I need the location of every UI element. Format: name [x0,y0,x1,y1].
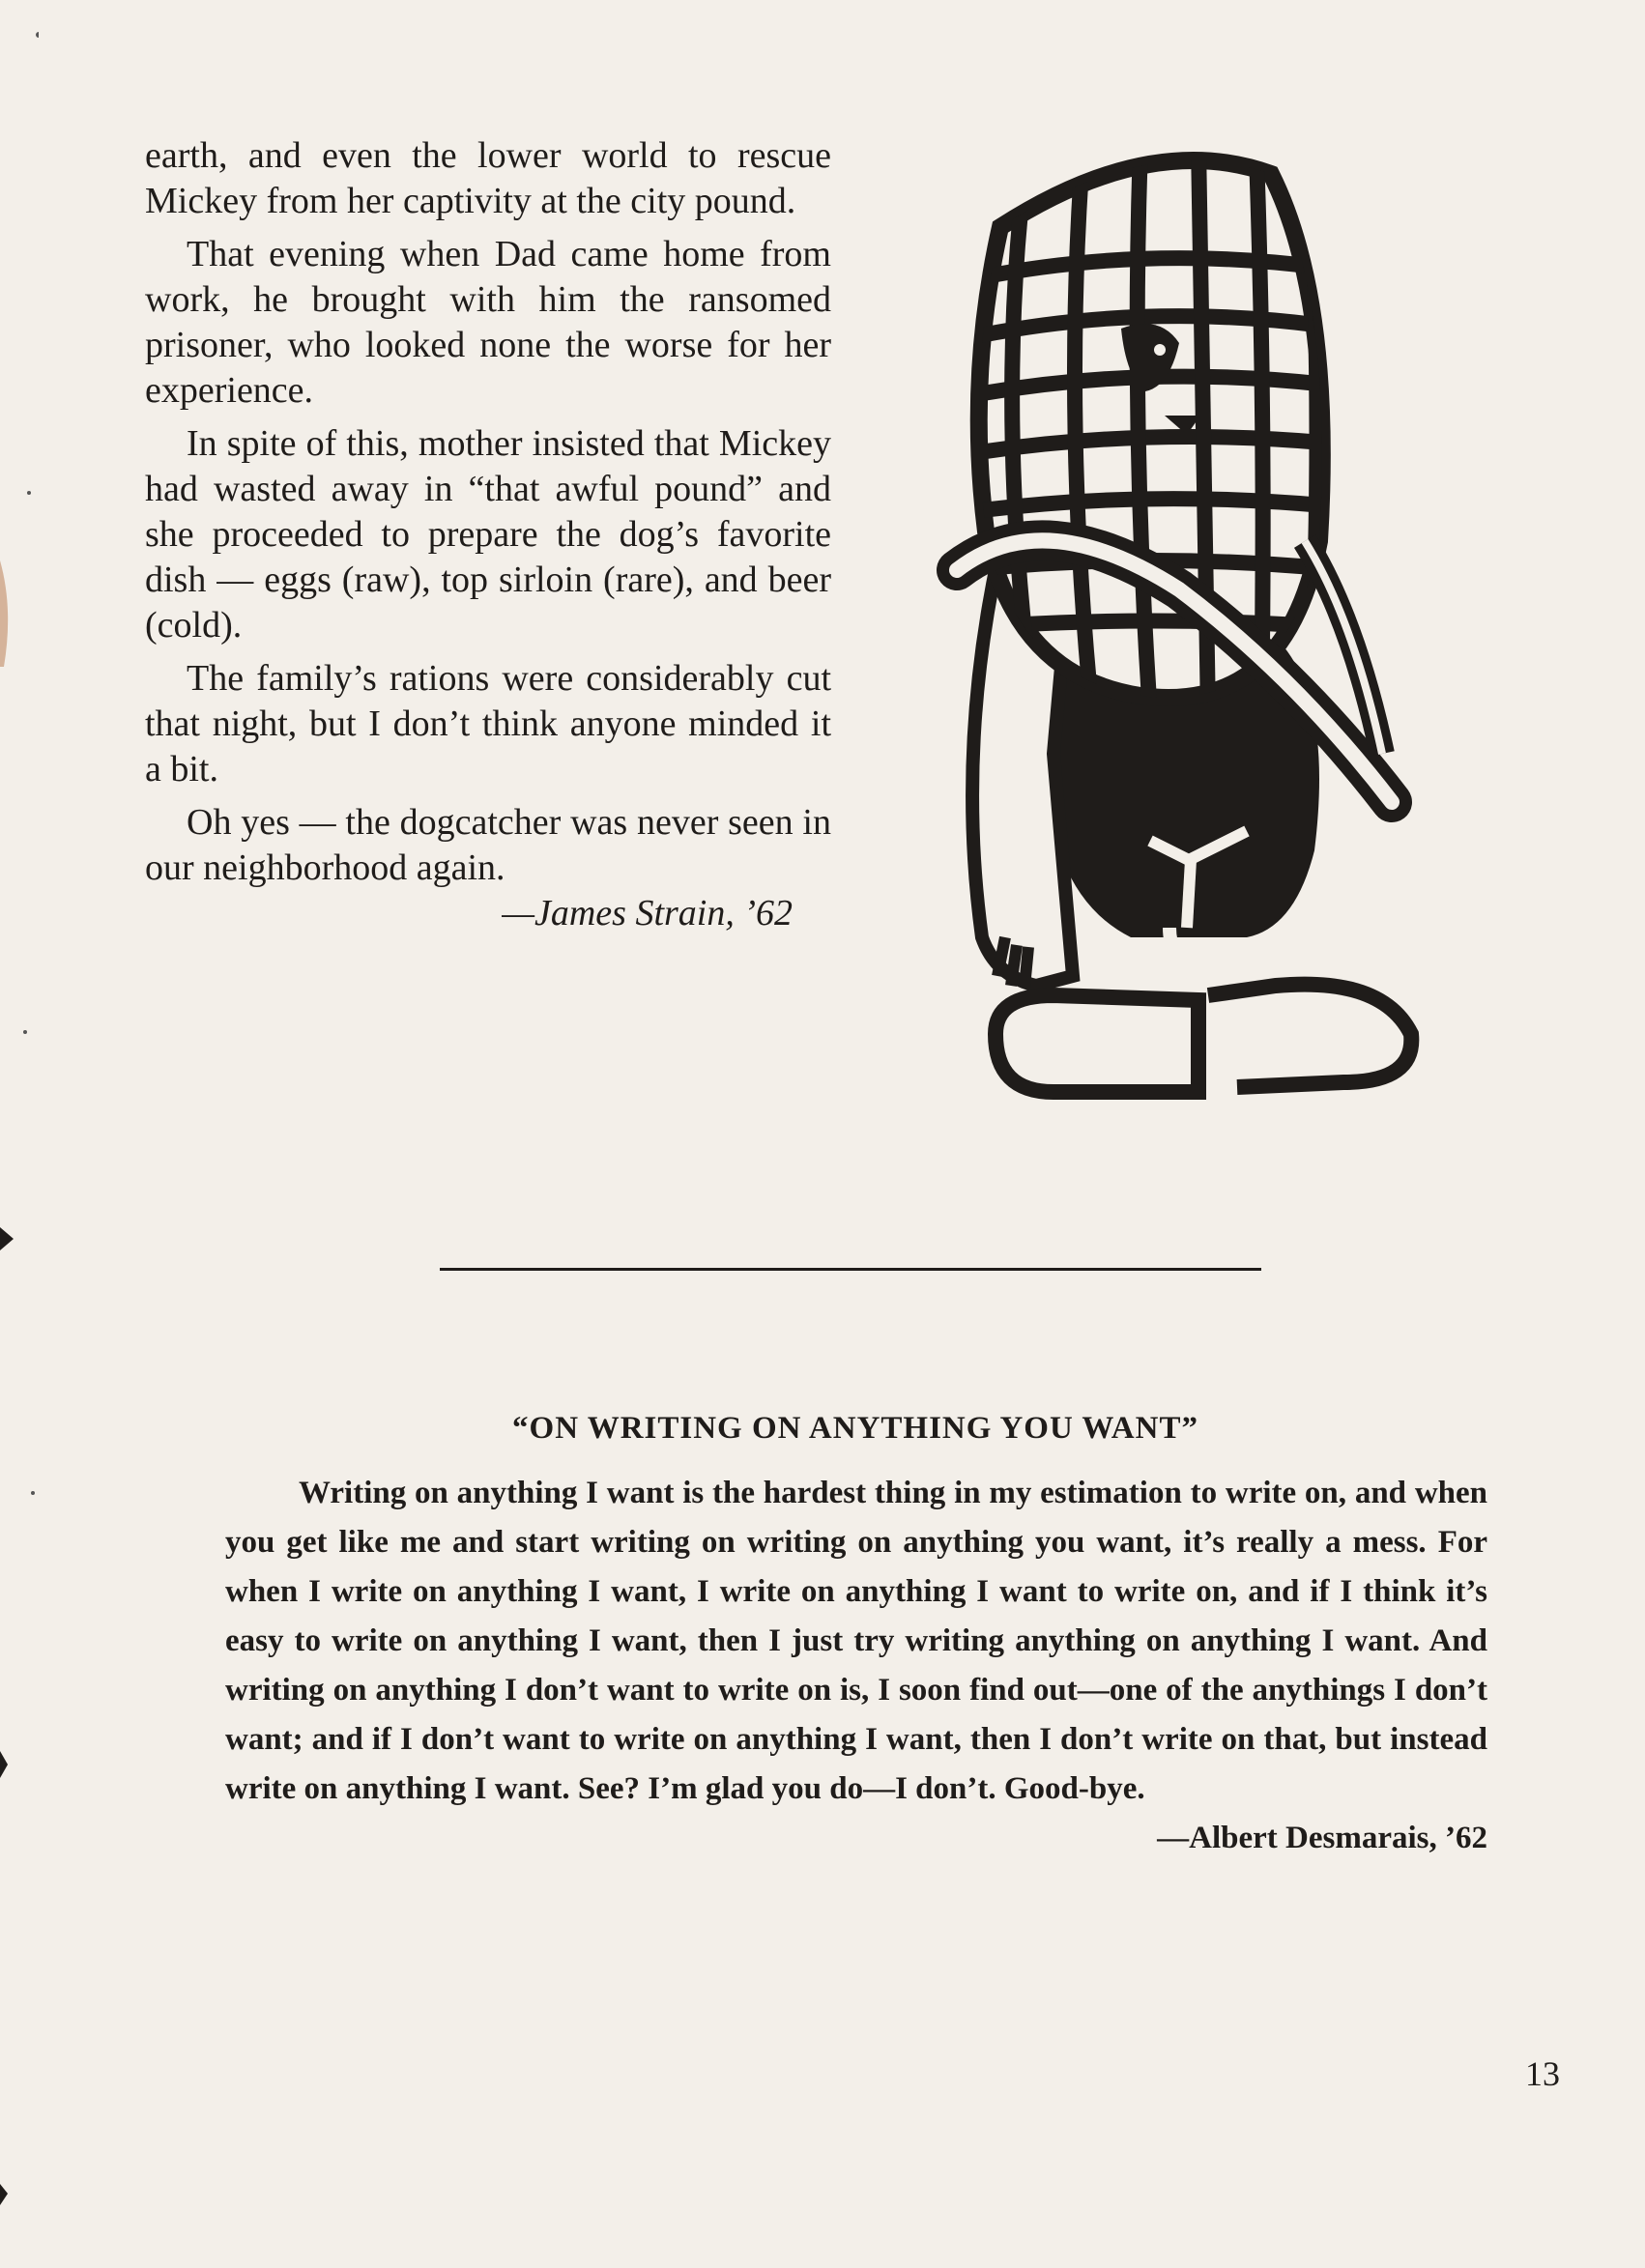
binding-marks [0,0,39,2268]
story-paragraph: Oh yes — the dogcatcher was never seen in our neighborhood again. [145,802,831,888]
essay-body: Writing on anything I want is the hardest thing in my estimation to write on, and when you get like me and start writing on writing on anything you want, it’s really a mess. For when I write on anything I want, I write on anything I want to write on, and if I think it’s easy to write on anything I want, then I just try writing anything on anything I want. And writing on anything I don’t want to write on is, I soon find out—one of the anythings I don’t want; and if I don’t want to write on anything I want, then I don’t write on that, but instead write on anything I want. See? I’m glad you do—I don’t. Good-bye. [225,1476,1487,1806]
story-paragraph: The family’s rations were considerably cut that night, but I don’t think anyone minded it a bit. [145,658,831,789]
story-text [145,133,831,936]
page-number: 13 [1525,2054,1560,2093]
story-paragraph: That evening when Dad came home from work, he brought with him the ransomed prisoner, who looked none the worse for her experience. [145,234,831,411]
story-paragraph: In spite of this, mother insisted that Mickey had wasted away in “that awful pound” and she proceeded to prepare the dog’s favorite dish — eggs (raw), top sirloin (rare), and beer (cold). [145,423,831,646]
story-paragraph: earth, and even the lower world to rescue Mickey from her captivity at the city pound. [145,135,831,221]
essay-text [225,1469,1487,1863]
story-signature: —James Strain, ’62 [502,893,793,933]
dogcatcher-in-net-woodcut-icon [928,135,1508,1121]
essay-title: “ON WRITING ON ANYTHING YOU WANT” [512,1411,1198,1446]
section-divider [440,1268,1261,1271]
essay-signature: —Albert Desmarais, ’62 [1157,1821,1487,1855]
